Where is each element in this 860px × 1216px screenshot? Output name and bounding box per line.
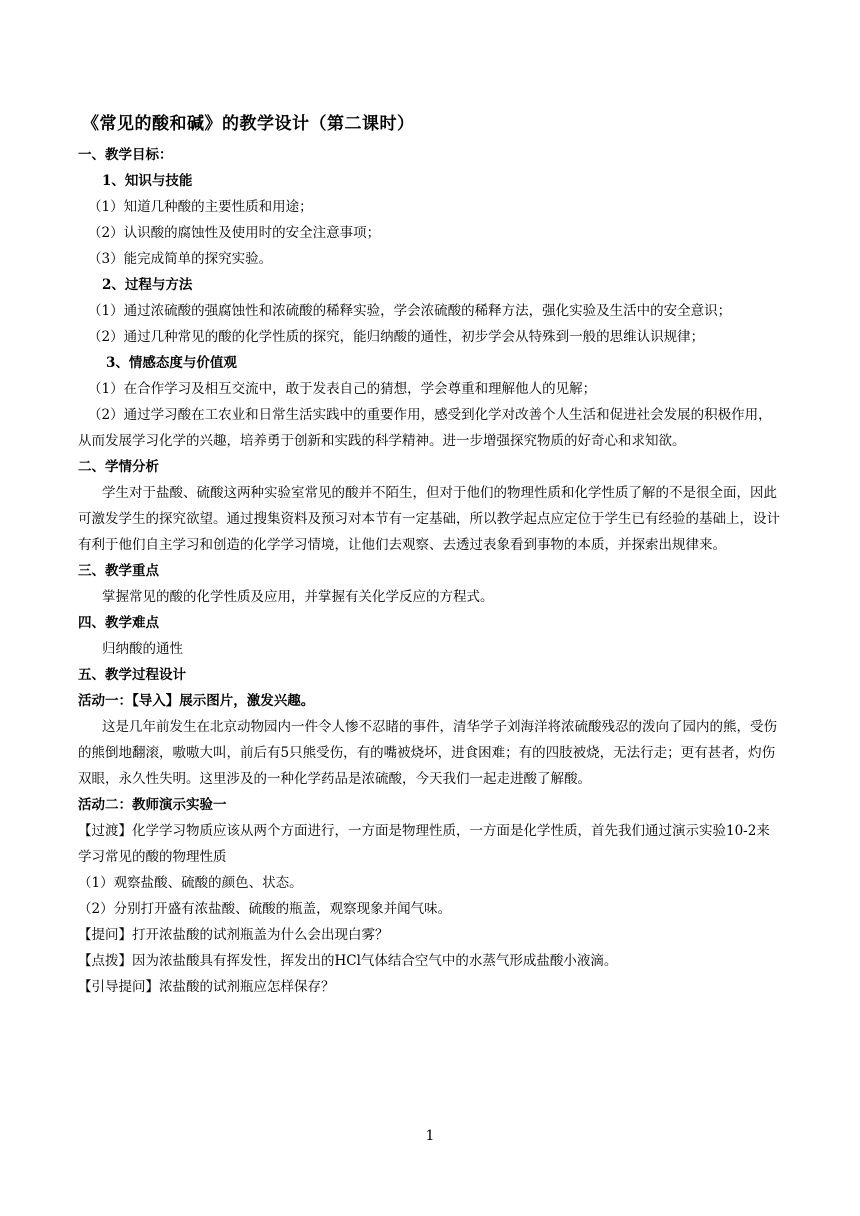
- list-item: （2）通过几种常见的酸的化学性质的探究，能归纳酸的通性，初步学会从特殊到一般的思维认识规律；: [88, 329, 705, 345]
- list-item: （1）通过浓硫酸的强腐蚀性和浓硫酸的稀释实验，学会浓硫酸的稀释方法，强化实验及生活中的安全意识；: [88, 303, 732, 319]
- paragraph-difficulties: 归纳酸的通性: [102, 641, 183, 657]
- page-number: 1: [425, 1128, 435, 1144]
- section-heading-analysis: 二、学情分析: [78, 459, 159, 475]
- list-item: （2）通过学习酸在工农业和日常生活实践中的重要作用，感受到化学对改善个人生活和促进社会发展的积极作用，从而发展学习化学的兴趣，培养勇于创新和实践的科学精神。进一步增强探究物质的好奇心和求知欲。: [78, 407, 772, 449]
- list-item: （3）能完成简单的探究实验。: [88, 251, 273, 267]
- list-item: （1）知道几种酸的主要性质和用途；: [88, 199, 313, 215]
- activity-one-heading: 活动一：【导入】展示图片，激发兴趣。: [78, 693, 315, 709]
- section-heading-difficulties: 四、教学难点: [78, 615, 159, 631]
- paragraph-key-points: 掌握常见的酸的化学性质及应用，并掌握有关化学反应的方程式。: [102, 589, 494, 605]
- list-item: （2）分别打开盛有浓盐酸、硫酸的瓶盖，观察现象并闻气味。: [78, 901, 452, 917]
- subsection-heading-process: 2、过程与方法: [102, 277, 193, 293]
- list-item: （2）认识酸的腐蚀性及使用时的安全注意事项；: [88, 225, 381, 241]
- paragraph-guide-question: 【引导提问】浓盐酸的试剂瓶应怎样保存？: [78, 979, 335, 995]
- document-title: 《常见的酸和碱》的教学设计（第二课时）: [82, 114, 415, 134]
- paragraph-question: 【提问】打开浓盐酸的试剂瓶盖为什么会出现白雾？: [78, 927, 389, 943]
- subsection-heading-attitude: 3、情感态度与价值观: [106, 355, 237, 371]
- section-heading-process-design: 五、教学过程设计: [78, 667, 186, 683]
- paragraph-hint: 【点拨】因为浓盐酸具有挥发性，挥发出的HCl气体结合空气中的水蒸气形成盐酸小液滴。: [78, 953, 618, 969]
- section-heading-key-points: 三、教学重点: [78, 563, 159, 579]
- activity-two-heading: 活动二：教师演示实验一: [78, 797, 227, 813]
- list-item: （1）观察盐酸、硫酸的颜色、状态。: [78, 875, 303, 891]
- subsection-heading-knowledge: 1、知识与技能: [102, 173, 193, 189]
- paragraph-activity-one: 这是几年前发生在北京动物园内一件令人惨不忍睹的事件，清华学子刘海洋将浓硫酸残忍的泼向了园内的熊，受伤的熊倒地翻滚，嗷嗷大叫，前后有5只熊受伤，有的嘴被烧坏，进食困难；有的四肢被烧，无法行走；更有甚者，灼伤双眼，永久性失明。这里涉及的一种化学药品是浓硫酸，今天我们一起走进酸了解酸。: [78, 719, 777, 787]
- section-heading-objectives: 一、教学目标：: [78, 147, 173, 163]
- paragraph-analysis: 学生对于盐酸、硫酸这两种实验室常见的酸并不陌生，但对于他们的物理性质和化学性质了解的不是很全面，因此可激发学生的探究欲望。通过搜集资料及预习对本节有一定基础，所以教学起点应定位于学生已有经验的基础上，设计有利于他们自主学习和创造的化学学习情境，让他们去观察、去透过表象看到事物的本质，并探索出规律来。: [78, 485, 780, 553]
- paragraph-transition: 【过渡】化学学习物质应该从两个方面进行，一方面是物理性质，一方面是化学性质，首先我们通过演示实验10-2来学习常见的酸的物理性质: [78, 823, 770, 865]
- list-item: （1）在合作学习及相互交流中，敢于发表自己的猜想，学会尊重和理解他人的见解；: [88, 381, 597, 397]
